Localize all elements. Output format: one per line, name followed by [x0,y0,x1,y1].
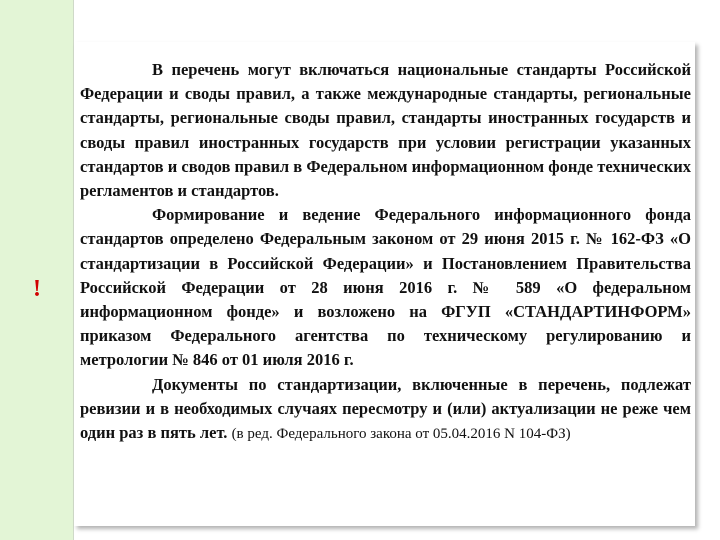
paragraph-3-text: Документы по стандартизации, включенные в перечень, подлежат ревизии и в необходимых случаях пересмотру и (или) актуализации не реже чем один раз в пять лет. [80,374,691,443]
left-sidebar [0,0,74,540]
exclamation-mark: ! [33,276,41,302]
text-body [80,58,691,446]
text-panel [74,42,695,526]
amendment-note: (в ред. Федерального закона от 05.04.2016 N 104-ФЗ) [231,426,571,443]
paragraph-1: В перечень могут включаться национальные стандарты Российской Федерации и своды правил, а также международные стандарты, региональные стандарты, региональные своды правил, стандарты иностранных государств и своды правил иностранных государств при условии регистрации указанных стандартов и сводов правил в Федеральном информационном фонде технических регламентов и стандартов. [80,60,691,201]
paragraph-2: Формирование и ведение Федерального информационного фонда стандартов определено Федеральным законом от 29 июня 2015 г. № 162-ФЗ «О стандартизации в Российской Федерации» и Постановлением Правительства Российской Федерации от 28 июня 2016 г. № 589 «О федеральном информационном фонде» и возложено на ФГУП «СТАНДАРТИНФОРМ» приказом Федерального агентства по техническому регулированию и метрологии № 846 от 01 июля 2016 г. [80,205,691,370]
paragraph-3 [80,373,691,447]
